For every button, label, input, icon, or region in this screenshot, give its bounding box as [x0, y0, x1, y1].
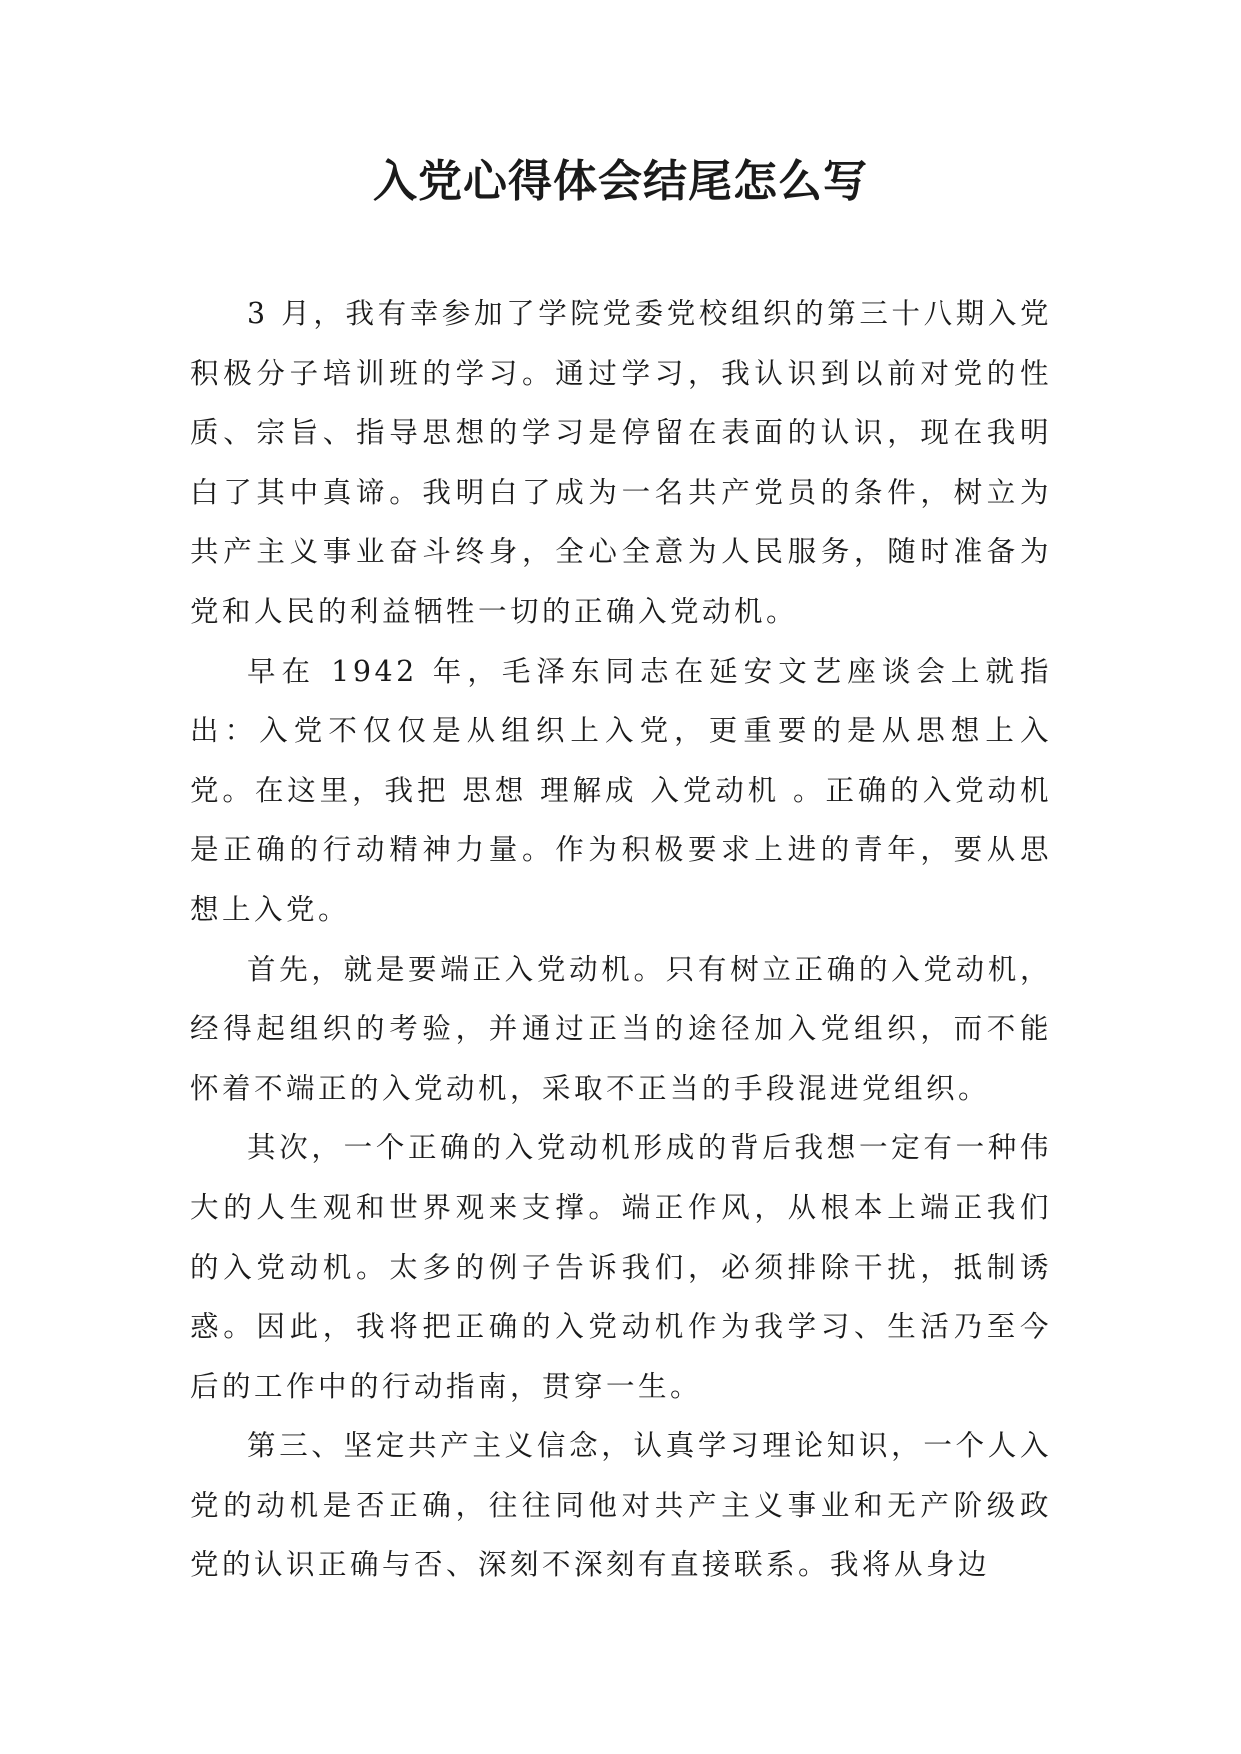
- paragraph: 其次，一个正确的入党动机形成的背后我想一定有一种伟大的人生观和世界观来支撑。端正作风，从根本上端正我们的入党动机。太多的例子告诉我们，必须排除干扰，抵制诱惑。因此，我将把正确的入党动机作为我学习、生活乃至今后的工作中的行动指南，贯穿一生。: [190, 1131, 1052, 1403]
- paragraph: 3 月，我有幸参加了学院党委党校组织的第三十八期入党积极分子培训班的学习。通过学习，我认识到以前对党的性质、宗旨、指导思想的学习是停留在表面的认识，现在我明白了其中真谛。我明白了成为一名共产党员的条件，树立为共产主义事业奋斗终身，全心全意为人民服务，随时准备为党和人民的利益牺牲一切的正确入党动机。: [190, 297, 1052, 628]
- document-body: [190, 284, 1052, 1595]
- paragraph: 首先，就是要端正入党动机。只有树立正确的入党动机，经得起组织的考验，并通过正当的途径加入党组织，而不能怀着不端正的入党动机，采取不正当的手段混进党组织。: [190, 952, 1052, 1105]
- paragraph: 第三、坚定共产主义信念，认真学习理论知识，一个人入党的动机是否正确，往往同他对共产主义事业和无产阶级政党的认识正确与否、深刻不深刻有直接联系。我将从身边: [190, 1429, 1052, 1582]
- paragraph: 早在 1942 年，毛泽东同志在延安文艺座谈会上就指出：入党不仅仅是从组织上入党，更重要的是从思想上入党。在这里，我把 思想 理解成 入党动机 。正确的入党动机是正确的行动精神力量。作为积极要求上进的青年，要从思想上入党。: [190, 654, 1052, 926]
- document-title: 入党心得体会结尾怎么写: [373, 156, 868, 207]
